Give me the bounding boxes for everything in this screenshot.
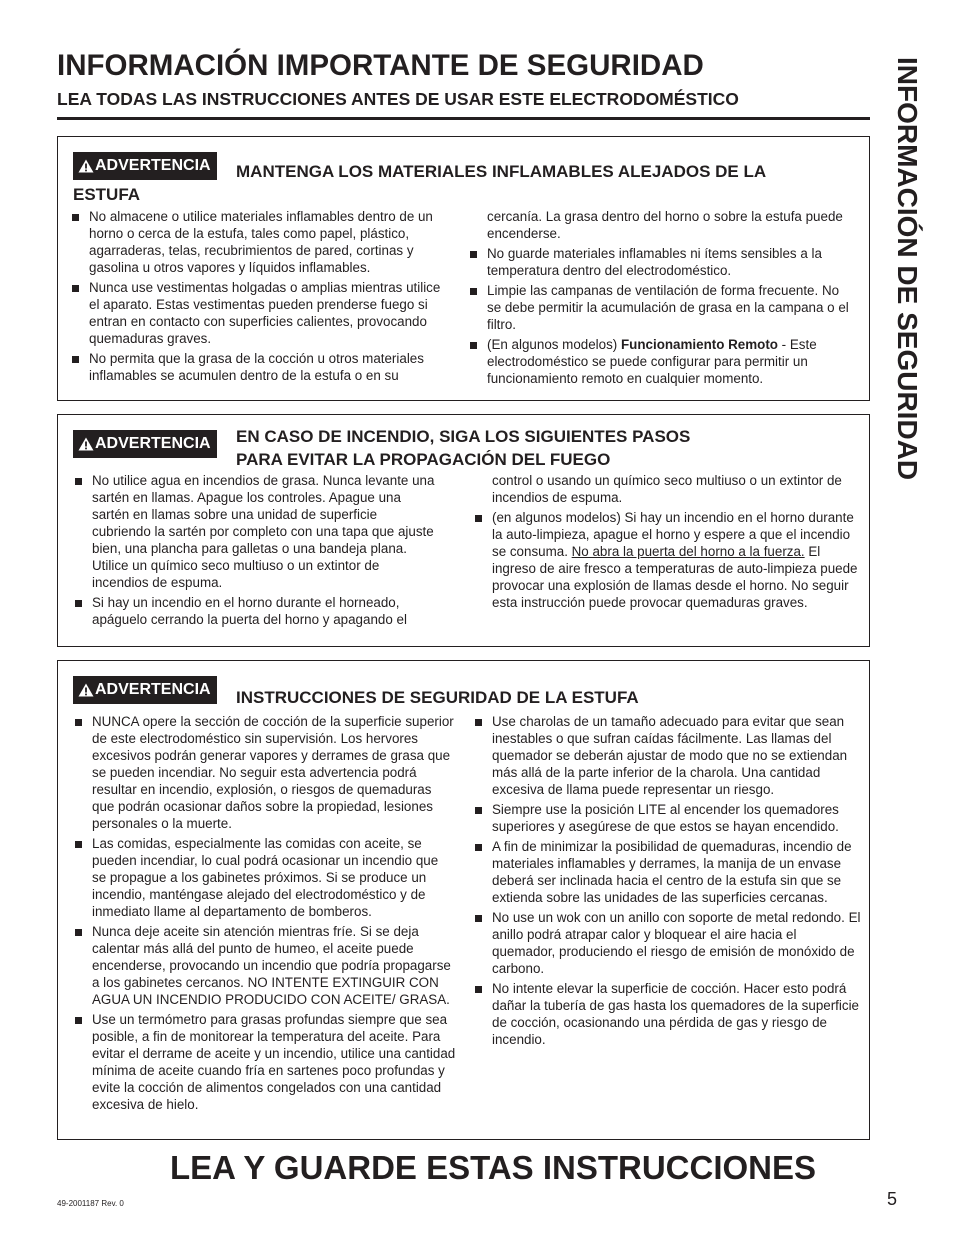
right-column (458, 713, 861, 1051)
list-item: Siempre use la posición LITE al encender los quemadores superiores y asegúrese de que estos se hayan encendido. (458, 801, 861, 835)
side-title-text: INFORMACIÓN DE SEGURIDAD (892, 57, 923, 481)
warning-triangle-icon (78, 159, 94, 173)
right-column (458, 472, 861, 614)
list-item: No permita que la grasa de la cocción u otros materiales inflamables se acumulen dentro de la estufa o en su (71, 350, 451, 384)
list-item-continued: cercanía. La grasa dentro del horno o sobre la estufa puede encenderse. (487, 209, 843, 241)
list-item: No intente elevar la superficie de cocción. Hacer esto podrá dañar la tubería de gas hasta los quemadores de la superficie de cocción, ocasionando una pérdida de gas y riesgo de incendio. (458, 980, 861, 1048)
list-item: Use charolas de un tamaño adecuado para evitar que sean inestables o que sufran caídas fácilmente. Las llamas del quemador se deberán ajustar de modo que no se extiendan más allá de la parte inferior de la charola. Una cantidad excesiva de llama puede representar un riesgo. (458, 713, 861, 798)
left-column (58, 713, 456, 1116)
page-number: 5 (887, 1189, 898, 1209)
warning-triangle-icon (78, 683, 94, 697)
list-item: No use un wok con un anillo con soporte de metal redondo. El anillo podrá atrapar calor y bloquear el aire hacia el quemador, produciendo el riesgo de emisión de monóxido de carbono. (458, 909, 861, 977)
list-item: A fin de minimizar la posibilidad de quemaduras, incendio de materiales inflamables y derrames, la manija de un envase deberá ser inclinada hacia el centro de la estufa sin que se extienda sobre las unidades de las superficies cercanas. (458, 838, 861, 906)
remote-bold: Funcionamiento Remoto (620, 337, 778, 352)
list-item: No guarde materiales inflamables ni ítems sensibles a la temperatura dentro del electrodoméstico. (469, 245, 853, 279)
section-heading: MANTENGA LOS MATERIALES INFLAMABLES ALEJADOS DE LA (236, 162, 767, 181)
list-item: No almacene o utilice materiales inflamables dentro de un horno o cerca de la estufa, tales como papel, plástico, agarraderas, telas, recubrimientos de pared, cortinas y gasolina u otros vapores y líquidos inflamables. (71, 208, 451, 276)
left-column (71, 208, 451, 387)
selfclean-post: El ingreso de aire fresco a temperaturas de auto-limpieza puede provocar una explosión de llamas desde el horno. No seguir esta instrucción puede provocar quemaduras graves. (492, 544, 858, 610)
section-heading-cont: PARA EVITAR LA PROPAGACIÓN DEL FUEGO (236, 450, 611, 469)
remote-post: - Este electrodoméstico se puede configurar para permitir un funcionamiento remoto en cualquier momento. (487, 337, 817, 386)
list-item: Si hay un incendio en el horno durante el horneado, apáguelo cerrando la puerta del horno y apagando el (58, 594, 439, 628)
list-item-continued: control o usando un químico seco multiuso o un extintor de incendios de espuma. (492, 473, 842, 505)
warning-panel-flammables (57, 136, 870, 401)
page-subtitle: LEA TODAS LAS INSTRUCCIONES ANTES DE USAR ESTE ELECTRODOMÉSTICO (57, 89, 739, 109)
remote-pre: (En algunos modelos) (487, 337, 621, 352)
list-item (458, 509, 861, 611)
document-code: 49-2001187 Rev. 0 (57, 1199, 124, 1208)
warning-badge-label: ADVERTENCIA (95, 681, 211, 698)
section-heading: EN CASO DE INCENDIO, SIGA LOS SIGUIENTES PASOS (236, 427, 691, 446)
warning-triangle-icon (78, 437, 94, 451)
footer-title: LEA Y GUARDE ESTAS INSTRUCCIONES (170, 1149, 817, 1186)
right-column (469, 208, 853, 390)
selfclean-underlined: No abra la puerta del horno a la fuerza. (571, 544, 805, 559)
list-item: Limpie las campanas de ventilación de forma frecuente. No se debe permitir la acumulación de grasa en la campana o el filtro. (469, 282, 853, 333)
header-rule (57, 117, 870, 120)
list-item: Nunca use vestimentas holgadas o amplias mientras utilice el aparato. Estas vestimentas pueden prenderse fuego si entran en contacto con superficies calientes, provocando quemaduras graves. (71, 279, 451, 347)
list-item: Las comidas, especialmente las comidas con aceite, se pueden incendiar, lo cual podrá ocasionar un incendio que se propague a los gabinetes próximos. Si se produce un incendio, manténgase alejado del electrodoméstico y de inmediato llame al departamento de bomberos. (58, 835, 456, 920)
warning-badge-label: ADVERTENCIA (95, 435, 211, 452)
warning-panel-fire (57, 414, 870, 647)
list-item (469, 336, 853, 387)
section-heading-cont: ESTUFA (73, 185, 141, 204)
warning-badge (73, 430, 217, 458)
page-title: INFORMACIÓN IMPORTANTE DE SEGURIDAD (57, 49, 704, 82)
side-title (889, 57, 925, 502)
list-item: No utilice agua en incendios de grasa. Nunca levante una sartén en llamas. Apague los controles. Apague una sartén en llamas sobre una unidad de superficie cubriendo la sartén por completo con una tapa que ajuste bien, una plancha para galletas o una bandeja plana. Utilice un químico seco multiuso o un extintor de incendios de espuma. (58, 472, 439, 591)
section-heading: INSTRUCCIONES DE SEGURIDAD DE LA ESTUFA (236, 688, 639, 707)
warning-badge (73, 152, 217, 180)
list-item: Nunca deje aceite sin atención mientras fríe. Si se deja calentar más allá del punto de humeo, el aceite puede encenderse, provocando un incendio que podría propagarse a los gabinetes cercanos. NO INTENTE EXTINGUIR CON AGUA UN INCENDIO PRODUCIDO CON ACEITE/ GRASA. (58, 923, 456, 1008)
list-item: NUNCA opere la sección de cocción de la superficie superior de este electrodoméstico sin supervisión. Los hervores excesivos podrán generar vapores y derrames de grasa que se pueden incendiar. No seguir esta advertencia podrá resultar en incendio, explosión, o riesgos de quemaduras que podrán ocasionar daños sobre la propiedad, lesiones personales o la muerte. (58, 713, 456, 832)
list-item: Use un termómetro para grasas profundas siempre que sea posible, a fin de monitorear la temperatura del aceite. Para evitar el derrame de aceite y un incendio, utilice una cantidad mínima de aceite cuando fría en sartenes poco profundas y evite la cocción de alimentos congelados con una cantidad excesiva de hielo. (58, 1011, 456, 1113)
left-column (58, 472, 439, 631)
warning-badge (73, 676, 217, 704)
warning-badge-label: ADVERTENCIA (95, 157, 211, 174)
warning-panel-cooktop (57, 660, 870, 1140)
selfclean-pre: (en algunos modelos) Si hay un incendio en el horno durante la auto-limpieza, apague el horno y espere a que el incendio se consuma. (492, 510, 854, 559)
